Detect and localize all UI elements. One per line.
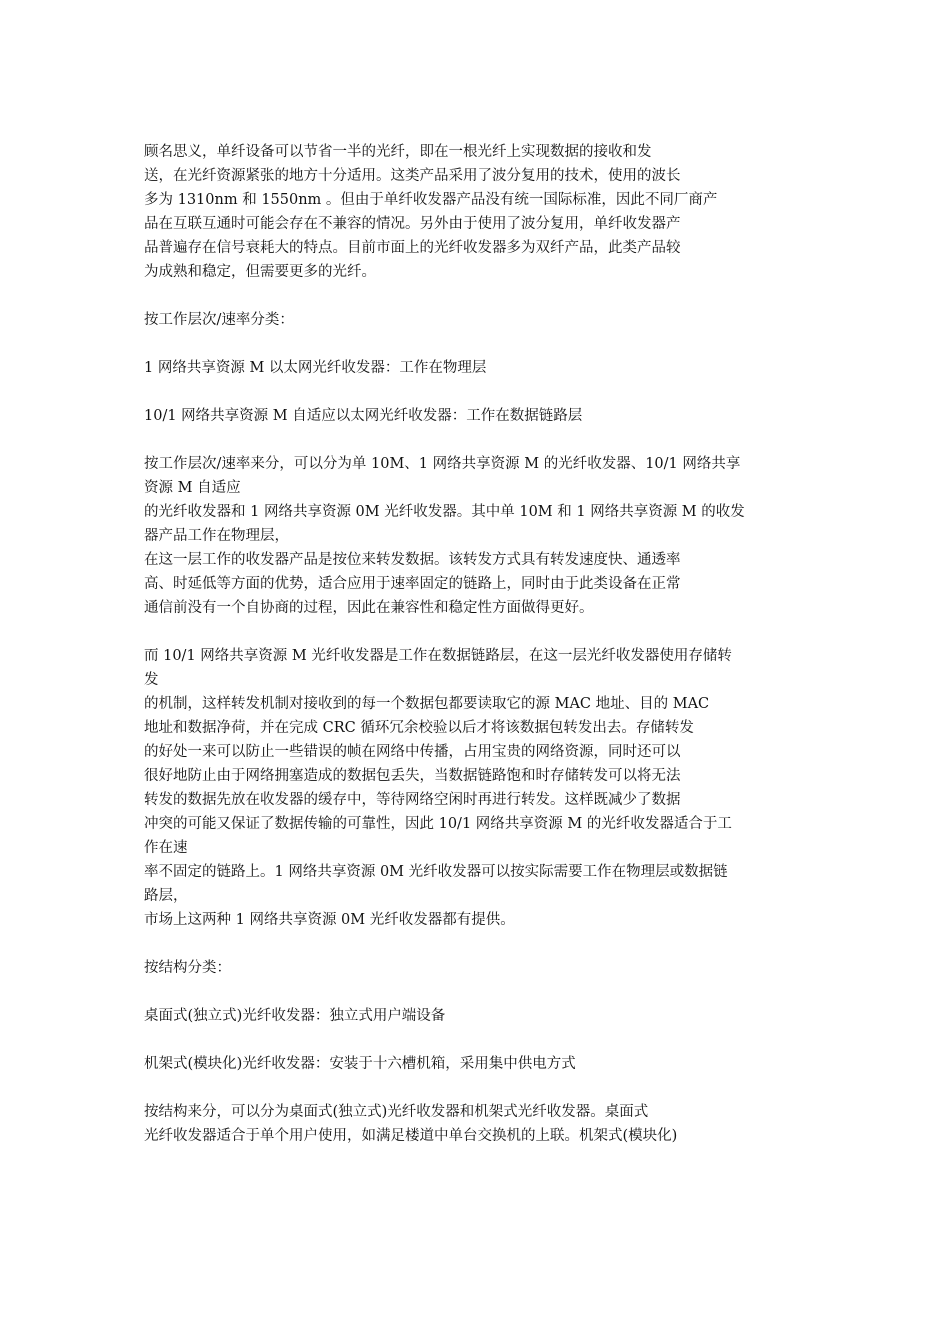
- paragraph-line: 按结构来分，可以分为桌面式(独立式)光纤收发器和机架式光纤收发器。桌面式: [144, 1104, 649, 1120]
- spacer: [144, 620, 814, 644]
- paragraph-line: 的机制，这样转发机制对接收到的每一个数据包都要读取它的源 MAC 地址、目的 MAC: [144, 696, 710, 712]
- paragraph-line: 按工作层次/速率来分，可以分为单 10M、1 网络共享资源 M 的光纤收发器、10/1 网络共享: [144, 456, 741, 472]
- paragraph-line: 发: [144, 672, 159, 688]
- structure-item-desktop: 桌面式(独立式)光纤收发器：独立式用户端设备: [144, 1008, 446, 1024]
- paragraph-line: 而 10/1 网络共享资源 M 光纤收发器是工作在数据链路层，在这一层光纤收发器使用存储转: [144, 648, 732, 664]
- paragraph-line: 转发的数据先放在收发器的缓存中，等待网络空闲时再进行转发。这样既减少了数据: [144, 792, 681, 808]
- paragraph-line: 很好地防止由于网络拥塞造成的数据包丢失，当数据链路饱和时存储转发可以将无法: [144, 768, 681, 784]
- section-heading-layer: 按工作层次/速率分类：: [144, 312, 294, 328]
- paragraph-line: 高、时延低等方面的优势，适合应用于速率固定的链路上，同时由于此类设备在正常: [144, 576, 681, 592]
- paragraph-line: 送，在光纤资源紧张的地方十分适用。这类产品采用了波分复用的技术，使用的波长: [144, 168, 681, 184]
- paragraph-line: 地址和数据净荷，并在完成 CRC 循环冗余校验以后才将该数据包转发出去。存储转发: [144, 720, 694, 736]
- paragraph-line: 光纤收发器适合于单个用户使用，如满足楼道中单台交换机的上联。机架式(模块化): [144, 1128, 678, 1144]
- paragraph-line: 通信前没有一个自协商的过程，因此在兼容性和稳定性方面做得更好。: [144, 600, 594, 616]
- spacer: [144, 428, 814, 452]
- layer-item-datalink: 10/1 网络共享资源 M 自适应以太网光纤收发器：工作在数据链路层: [144, 408, 583, 424]
- spacer: [144, 932, 814, 956]
- section-heading-structure: 按结构分类：: [144, 960, 231, 976]
- document-body: [144, 140, 814, 1148]
- paragraph-line: 市场上这两种 1 网络共享资源 0M 光纤收发器都有提供。: [144, 912, 515, 928]
- spacer: [144, 332, 814, 356]
- paragraph-line: 在这一层工作的收发器产品是按位来转发数据。该转发方式具有转发速度快、通透率: [144, 552, 681, 568]
- paragraph-line: 冲突的可能又保证了数据传输的可靠性，因此 10/1 网络共享资源 M 的光纤收发器适合于工: [144, 816, 732, 832]
- spacer: [144, 284, 814, 308]
- paragraph-line: 多为 1310nm 和 1550nm 。但由于单纤收发器产品没有统一国际标准，因此不同厂商产: [144, 192, 718, 208]
- paragraph-line: 的好处一来可以防止一些错误的帧在网络中传播，占用宝贵的网络资源，同时还可以: [144, 744, 681, 760]
- paragraph-line: 路层，: [144, 888, 188, 904]
- intro-paragraph: [144, 140, 814, 284]
- layer-paragraph-2: [144, 644, 814, 932]
- paragraph-line: 为成熟和稳定，但需要更多的光纤。: [144, 264, 376, 280]
- paragraph-line: 品在互联互通时可能会存在不兼容的情况。另外由于使用了波分复用，单纤收发器产: [144, 216, 681, 232]
- spacer: [144, 380, 814, 404]
- spacer: [144, 1028, 814, 1052]
- layer-item-physical: 1 网络共享资源 M 以太网光纤收发器：工作在物理层: [144, 360, 487, 376]
- paragraph-line: 的光纤收发器和 1 网络共享资源 0M 光纤收发器。其中单 10M 和 1 网络共享资源 M 的收发: [144, 504, 745, 520]
- structure-paragraph: [144, 1100, 814, 1148]
- structure-item-rack: 机架式(模块化)光纤收发器：安装于十六槽机箱，采用集中供电方式: [144, 1056, 576, 1072]
- paragraph-line: 作在速: [144, 840, 188, 856]
- paragraph-line: 器产品工作在物理层，: [144, 528, 289, 544]
- paragraph-line: 品普遍存在信号衰耗大的特点。目前市面上的光纤收发器多为双纤产品，此类产品较: [144, 240, 681, 256]
- layer-paragraph-1: [144, 452, 814, 620]
- spacer: [144, 1076, 814, 1100]
- paragraph-line: 顾名思义，单纤设备可以节省一半的光纤，即在一根光纤上实现数据的接收和发: [144, 144, 652, 160]
- paragraph-line: 资源 M 自适应: [144, 480, 241, 496]
- spacer: [144, 980, 814, 1004]
- paragraph-line: 率不固定的链路上。1 网络共享资源 0M 光纤收发器可以按实际需要工作在物理层或数据链: [144, 864, 728, 880]
